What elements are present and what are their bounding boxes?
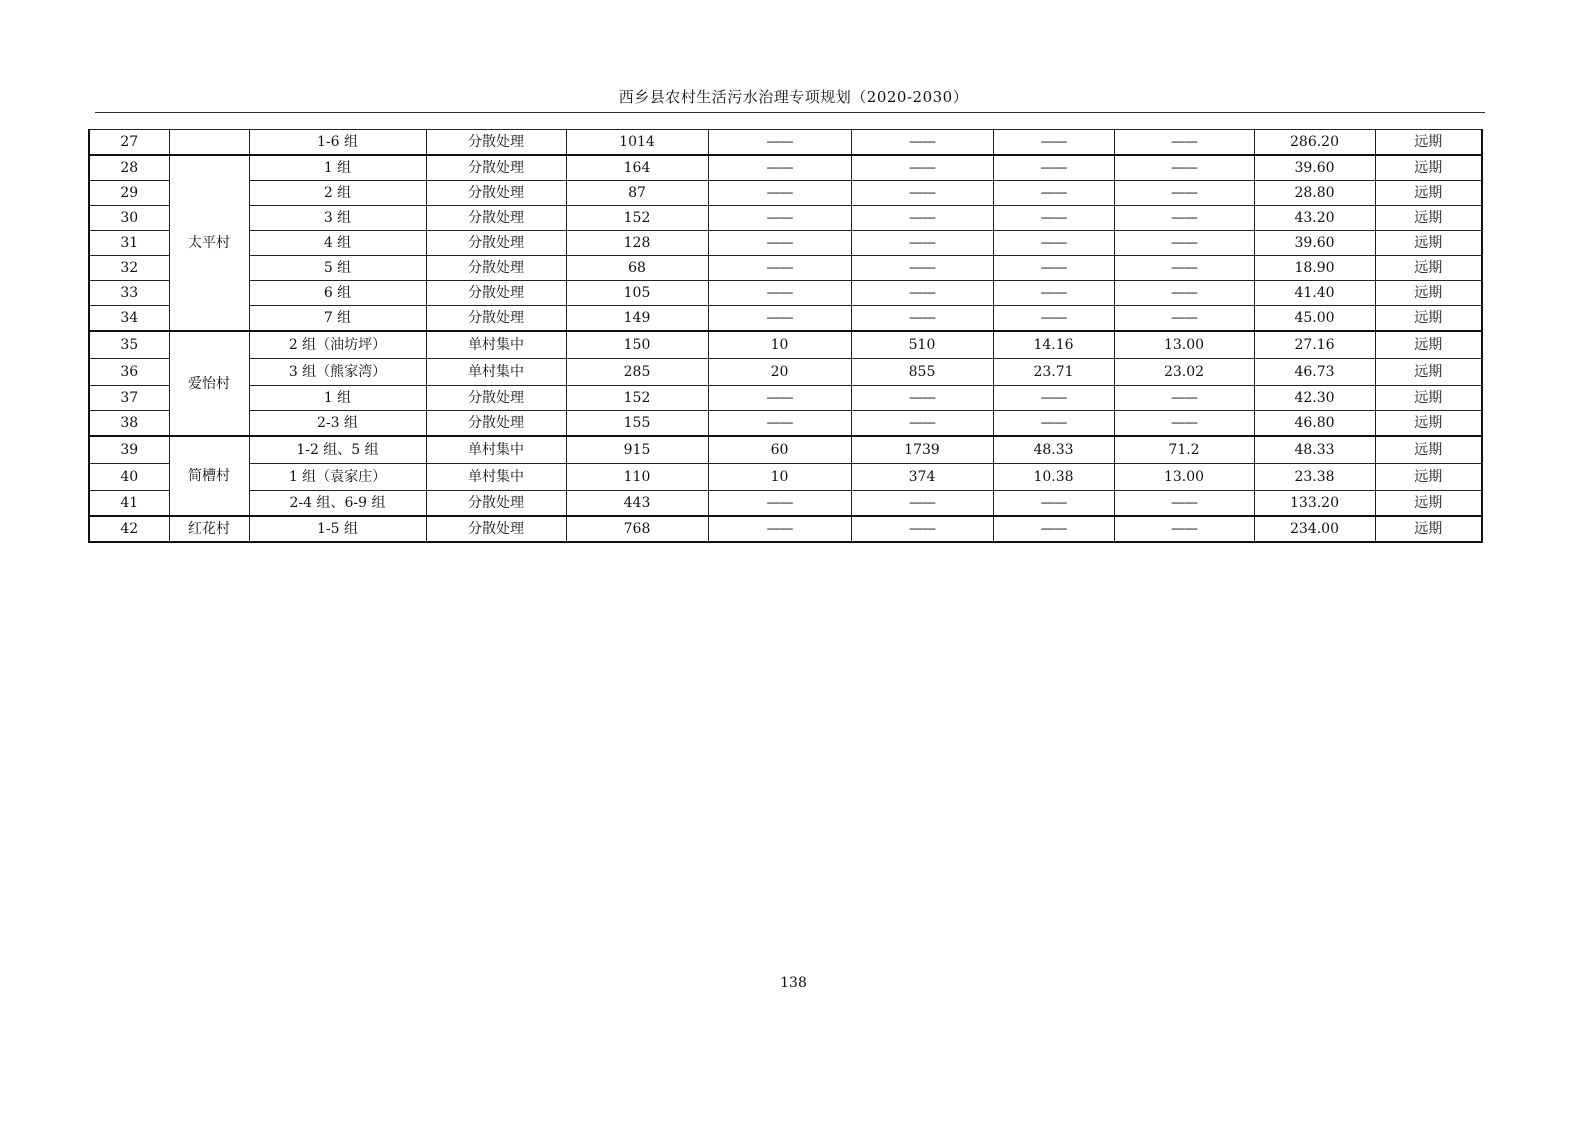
cell-no: 38 [89, 411, 169, 437]
cell-c9: —— [1114, 306, 1254, 332]
cell-group: 1-5 组 [249, 516, 426, 542]
cell-mode: 分散处理 [426, 155, 566, 181]
cell-group: 6 组 [249, 281, 426, 306]
cell-mode: 单村集中 [426, 359, 566, 386]
cell-group: 1 组 [249, 386, 426, 411]
cell-c8: 48.33 [993, 436, 1114, 464]
cell-c10: 43.20 [1254, 206, 1375, 231]
cell-c6: —— [708, 130, 851, 156]
cell-phase: 远期 [1375, 491, 1482, 517]
header-divider [95, 112, 1485, 113]
cell-c7: —— [851, 306, 993, 332]
cell-c6: —— [708, 181, 851, 206]
cell-mode: 单村集中 [426, 436, 566, 464]
cell-group: 2 组 [249, 181, 426, 206]
cell-c9: 13.00 [1114, 464, 1254, 491]
cell-mode: 分散处理 [426, 281, 566, 306]
cell-c7: 374 [851, 464, 993, 491]
cell-population: 150 [566, 331, 708, 359]
cell-phase: 远期 [1375, 386, 1482, 411]
cell-c8: —— [993, 130, 1114, 156]
cell-c6: 10 [708, 464, 851, 491]
cell-c10: 46.73 [1254, 359, 1375, 386]
cell-c6: 20 [708, 359, 851, 386]
cell-c8: —— [993, 491, 1114, 517]
page-header-title: 西乡县农村生活污水治理专项规划（2020-2030） [618, 88, 969, 106]
cell-no: 30 [89, 206, 169, 231]
cell-c9: 23.02 [1114, 359, 1254, 386]
cell-c9: —— [1114, 386, 1254, 411]
cell-group: 1-6 组 [249, 130, 426, 156]
cell-population: 87 [566, 181, 708, 206]
cell-group: 3 组（熊家湾） [249, 359, 426, 386]
cell-c6: —— [708, 491, 851, 517]
cell-c6: —— [708, 256, 851, 281]
cell-population: 768 [566, 516, 708, 542]
cell-c6: —— [708, 306, 851, 332]
cell-group: 7 组 [249, 306, 426, 332]
cell-population: 149 [566, 306, 708, 332]
cell-c8: —— [993, 256, 1114, 281]
cell-population: 128 [566, 231, 708, 256]
table-row [89, 491, 1482, 517]
cell-phase: 远期 [1375, 306, 1482, 332]
cell-c7: 855 [851, 359, 993, 386]
cell-no: 31 [89, 231, 169, 256]
cell-c9: —— [1114, 130, 1254, 156]
table-row [89, 281, 1482, 306]
cell-population: 68 [566, 256, 708, 281]
cell-phase: 远期 [1375, 281, 1482, 306]
cell-phase: 远期 [1375, 436, 1482, 464]
cell-mode: 单村集中 [426, 331, 566, 359]
cell-population: 152 [566, 206, 708, 231]
cell-c9: —— [1114, 256, 1254, 281]
cell-mode: 分散处理 [426, 491, 566, 517]
cell-population: 285 [566, 359, 708, 386]
cell-c9: 13.00 [1114, 331, 1254, 359]
cell-c7: —— [851, 386, 993, 411]
cell-mode: 分散处理 [426, 411, 566, 437]
cell-c6: 60 [708, 436, 851, 464]
cell-c8: —— [993, 206, 1114, 231]
cell-c10: 48.33 [1254, 436, 1375, 464]
table-row [89, 155, 1482, 181]
cell-no: 33 [89, 281, 169, 306]
cell-group: 1 组 [249, 155, 426, 181]
cell-c10: 234.00 [1254, 516, 1375, 542]
cell-phase: 远期 [1375, 181, 1482, 206]
cell-c6: —— [708, 516, 851, 542]
cell-no: 41 [89, 491, 169, 517]
cell-c7: —— [851, 516, 993, 542]
table-row [89, 231, 1482, 256]
cell-group: 2-3 组 [249, 411, 426, 437]
cell-village: 简槽村 [169, 436, 249, 516]
table-row [89, 130, 1482, 156]
cell-population: 1014 [566, 130, 708, 156]
cell-group: 1-2 组、5 组 [249, 436, 426, 464]
cell-c8: —— [993, 386, 1114, 411]
cell-c8: —— [993, 516, 1114, 542]
cell-mode: 分散处理 [426, 386, 566, 411]
cell-c10: 41.40 [1254, 281, 1375, 306]
cell-c7: 1739 [851, 436, 993, 464]
table-row [89, 359, 1482, 386]
cell-mode: 分散处理 [426, 231, 566, 256]
cell-population: 110 [566, 464, 708, 491]
cell-phase: 远期 [1375, 130, 1482, 156]
cell-village: 爱怡村 [169, 331, 249, 436]
table-row [89, 256, 1482, 281]
cell-mode: 分散处理 [426, 130, 566, 156]
cell-group: 2 组（油坊坪） [249, 331, 426, 359]
cell-phase: 远期 [1375, 206, 1482, 231]
cell-phase: 远期 [1375, 331, 1482, 359]
cell-c9: —— [1114, 155, 1254, 181]
cell-c8: 23.71 [993, 359, 1114, 386]
cell-c6: —— [708, 206, 851, 231]
cell-no: 34 [89, 306, 169, 332]
page-number: 138 [780, 975, 807, 991]
cell-c9: —— [1114, 491, 1254, 517]
cell-c10: 23.38 [1254, 464, 1375, 491]
cell-c10: 42.30 [1254, 386, 1375, 411]
cell-group: 1 组（袁家庄） [249, 464, 426, 491]
cell-group: 4 组 [249, 231, 426, 256]
cell-c10: 286.20 [1254, 130, 1375, 156]
cell-c7: —— [851, 206, 993, 231]
cell-group: 2-4 组、6-9 组 [249, 491, 426, 517]
cell-mode: 单村集中 [426, 464, 566, 491]
table-row [89, 181, 1482, 206]
cell-no: 39 [89, 436, 169, 464]
cell-group: 3 组 [249, 206, 426, 231]
cell-c7: —— [851, 411, 993, 437]
cell-no: 29 [89, 181, 169, 206]
cell-c6: —— [708, 281, 851, 306]
cell-phase: 远期 [1375, 464, 1482, 491]
cell-c10: 39.60 [1254, 155, 1375, 181]
cell-c7: —— [851, 231, 993, 256]
cell-population: 164 [566, 155, 708, 181]
cell-phase: 远期 [1375, 231, 1482, 256]
cell-population: 443 [566, 491, 708, 517]
cell-c7: —— [851, 130, 993, 156]
cell-phase: 远期 [1375, 516, 1482, 542]
cell-no: 35 [89, 331, 169, 359]
table-row [89, 306, 1482, 332]
cell-village [169, 130, 249, 156]
cell-population: 152 [566, 386, 708, 411]
cell-c10: 45.00 [1254, 306, 1375, 332]
cell-c10: 133.20 [1254, 491, 1375, 517]
cell-c10: 46.80 [1254, 411, 1375, 437]
cell-no: 40 [89, 464, 169, 491]
table-row [89, 464, 1482, 491]
cell-phase: 远期 [1375, 411, 1482, 437]
cell-mode: 分散处理 [426, 181, 566, 206]
cell-c10: 39.60 [1254, 231, 1375, 256]
cell-mode: 分散处理 [426, 206, 566, 231]
cell-no: 28 [89, 155, 169, 181]
cell-village: 太平村 [169, 155, 249, 331]
cell-c9: —— [1114, 411, 1254, 437]
cell-c6: —— [708, 231, 851, 256]
table-row [89, 386, 1482, 411]
cell-phase: 远期 [1375, 256, 1482, 281]
cell-c10: 28.80 [1254, 181, 1375, 206]
cell-mode: 分散处理 [426, 516, 566, 542]
cell-population: 155 [566, 411, 708, 437]
cell-c9: —— [1114, 206, 1254, 231]
cell-c9: —— [1114, 516, 1254, 542]
cell-c7: 510 [851, 331, 993, 359]
cell-population: 105 [566, 281, 708, 306]
cell-no: 42 [89, 516, 169, 542]
cell-no: 32 [89, 256, 169, 281]
cell-c9: —— [1114, 231, 1254, 256]
table-row [89, 206, 1482, 231]
cell-c8: —— [993, 411, 1114, 437]
cell-no: 36 [89, 359, 169, 386]
cell-c8: —— [993, 306, 1114, 332]
cell-population: 915 [566, 436, 708, 464]
cell-c8: 14.16 [993, 331, 1114, 359]
cell-c8: —— [993, 155, 1114, 181]
table-row [89, 516, 1482, 542]
cell-c7: —— [851, 491, 993, 517]
table-row [89, 331, 1482, 359]
cell-c8: —— [993, 281, 1114, 306]
cell-phase: 远期 [1375, 359, 1482, 386]
cell-c7: —— [851, 155, 993, 181]
project-table [88, 129, 1483, 543]
table-row [89, 411, 1482, 437]
cell-c7: —— [851, 256, 993, 281]
cell-group: 5 组 [249, 256, 426, 281]
cell-c9: 71.2 [1114, 436, 1254, 464]
cell-c8: —— [993, 181, 1114, 206]
cell-phase: 远期 [1375, 155, 1482, 181]
cell-c8: —— [993, 231, 1114, 256]
cell-mode: 分散处理 [426, 256, 566, 281]
cell-mode: 分散处理 [426, 306, 566, 332]
cell-c9: —— [1114, 181, 1254, 206]
cell-village: 红花村 [169, 516, 249, 542]
cell-c8: 10.38 [993, 464, 1114, 491]
cell-c9: —— [1114, 281, 1254, 306]
cell-c10: 27.16 [1254, 331, 1375, 359]
cell-c6: —— [708, 386, 851, 411]
cell-c7: —— [851, 281, 993, 306]
cell-c6: —— [708, 155, 851, 181]
cell-c7: —— [851, 181, 993, 206]
cell-c6: —— [708, 411, 851, 437]
cell-no: 37 [89, 386, 169, 411]
cell-no: 27 [89, 130, 169, 156]
cell-c6: 10 [708, 331, 851, 359]
cell-c10: 18.90 [1254, 256, 1375, 281]
table-row [89, 436, 1482, 464]
